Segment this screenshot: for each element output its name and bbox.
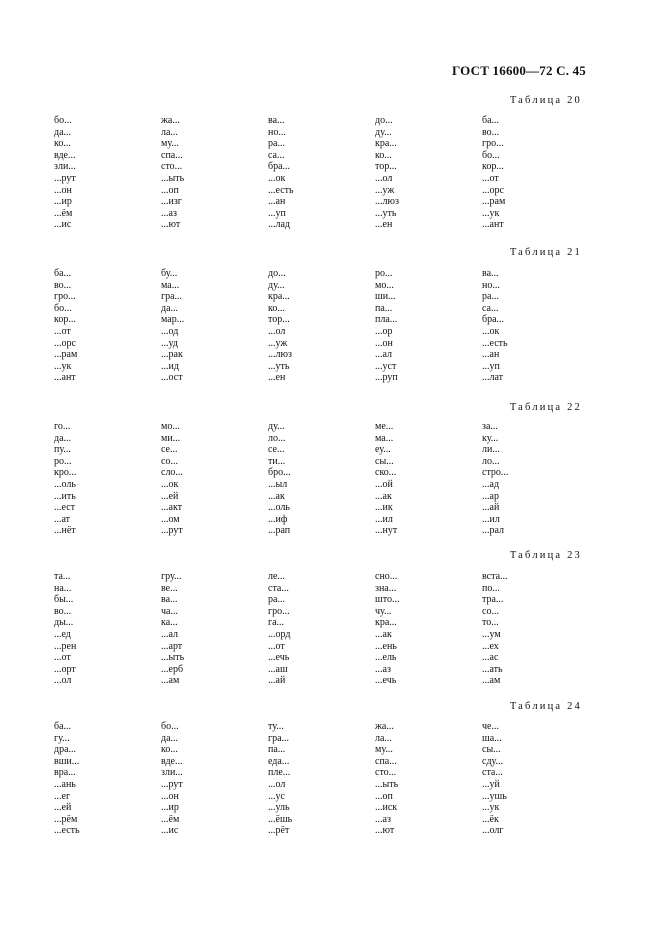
table-column xyxy=(161,268,261,384)
word-fragment: ...ол xyxy=(54,675,72,687)
table-title: Таблица 23 xyxy=(509,550,582,561)
word-fragment: сду... xyxy=(482,755,504,767)
word-fragment: ...ор xyxy=(375,325,393,337)
word-fragment: ...ех xyxy=(482,640,499,652)
word-fragment: ба... xyxy=(482,115,500,126)
word-fragment: ...нёт xyxy=(54,525,76,537)
word-fragment: ...ар xyxy=(482,490,499,502)
word-fragment: ...ок xyxy=(482,325,500,337)
word-fragment: гра... xyxy=(161,291,183,303)
word-fragment: бо... xyxy=(54,115,72,126)
word-table xyxy=(54,268,594,388)
word-fragment: зли... xyxy=(161,767,183,779)
word-fragment: ла... xyxy=(375,732,392,744)
word-fragment: еда... xyxy=(268,755,290,767)
word-fragment: ...аз xyxy=(375,663,391,675)
word-fragment: ...от xyxy=(268,640,285,652)
word-fragment: ...ук xyxy=(54,360,72,372)
word-fragment: ло... xyxy=(268,432,286,444)
word-fragment: бро... xyxy=(268,467,291,479)
word-fragment: ...ушь xyxy=(482,790,507,802)
word-fragment: гра... xyxy=(268,732,290,744)
word-fragment: кра... xyxy=(375,138,397,150)
word-fragment: ро... xyxy=(375,268,393,279)
word-fragment: се... xyxy=(268,444,285,456)
word-fragment: че... xyxy=(482,721,499,732)
word-fragment: ...оп xyxy=(161,184,179,196)
word-fragment: пле... xyxy=(268,767,291,779)
word-fragment: ...ал xyxy=(375,349,393,361)
word-fragment: со... xyxy=(482,605,499,617)
word-fragment: ...ём xyxy=(54,207,73,219)
word-table xyxy=(54,721,594,841)
word-fragment: па... xyxy=(375,302,393,314)
word-fragment: ми... xyxy=(161,432,181,444)
word-fragment: ду... xyxy=(268,421,285,432)
word-fragment: ...ук xyxy=(482,802,500,814)
table-column xyxy=(161,115,261,231)
word-fragment: ва... xyxy=(482,268,499,279)
word-fragment: ...орс xyxy=(54,337,76,349)
table-column xyxy=(482,115,582,231)
word-fragment: пу... xyxy=(54,444,71,456)
word-fragment: ...лад xyxy=(268,219,291,231)
table-title: Таблица 22 xyxy=(509,402,582,413)
word-fragment: ...рен xyxy=(54,640,77,652)
word-fragment: мар... xyxy=(161,314,185,326)
word-fragment: ...аш xyxy=(268,663,288,675)
word-fragment: ...ил xyxy=(375,513,393,525)
word-fragment: ...ель xyxy=(375,652,397,664)
word-fragment: та... xyxy=(54,571,71,582)
word-fragment: му... xyxy=(161,138,179,150)
word-fragment: ...уст xyxy=(375,360,397,372)
word-fragment: мо... xyxy=(161,421,180,432)
word-fragment: до... xyxy=(375,115,393,126)
word-fragment: ...рал xyxy=(482,525,505,537)
word-fragment: ...уд xyxy=(161,337,178,349)
word-fragment: бо... xyxy=(161,721,179,732)
word-fragment: ...лат xyxy=(482,372,504,384)
word-fragment: да... xyxy=(54,432,72,444)
word-fragment: ...ыл xyxy=(268,478,288,490)
word-fragment: ...от xyxy=(482,172,499,184)
word-fragment: но... xyxy=(482,279,500,291)
word-fragment: га... xyxy=(268,617,285,629)
word-fragment: ...ум xyxy=(482,628,501,640)
word-fragment: са... xyxy=(268,149,285,161)
word-fragment: ...ег xyxy=(54,790,71,802)
word-fragment: сто... xyxy=(161,161,183,173)
word-fragment: ...оль xyxy=(268,502,290,514)
word-fragment: ...уп xyxy=(482,360,500,372)
word-fragment: ко... xyxy=(375,149,392,161)
table-column xyxy=(54,421,154,537)
word-fragment: ...арт xyxy=(161,640,183,652)
word-fragment: бра... xyxy=(482,314,505,326)
word-fragment: ...иф xyxy=(268,513,288,525)
word-fragment: во... xyxy=(54,605,72,617)
word-fragment: на... xyxy=(54,582,72,594)
word-fragment: ...рём xyxy=(54,813,78,825)
word-fragment: ...ен xyxy=(375,219,393,231)
word-fragment: ...ей xyxy=(54,802,72,814)
word-fragment: ...уп xyxy=(268,207,286,219)
word-fragment: стро... xyxy=(482,467,509,479)
word-fragment: по... xyxy=(482,582,500,594)
word-fragment: ...ис xyxy=(161,825,179,837)
word-fragment: ...ёшь xyxy=(268,813,293,825)
word-fragment: ...акт xyxy=(161,502,183,514)
table-column xyxy=(161,571,261,687)
word-fragment: ...ест xyxy=(54,502,75,514)
word-fragment: ва... xyxy=(268,115,285,126)
table-column xyxy=(268,721,368,837)
word-fragment: ...ат xyxy=(54,513,71,525)
word-fragment: бо... xyxy=(54,302,72,314)
table-title: Таблица 20 xyxy=(509,95,582,106)
word-fragment: да... xyxy=(161,302,179,314)
word-fragment: ...ень xyxy=(375,640,397,652)
word-fragment: ро... xyxy=(54,455,72,467)
word-fragment: тра... xyxy=(482,594,504,606)
word-fragment: ...ак xyxy=(375,628,392,640)
word-fragment: ...ай xyxy=(482,502,500,514)
word-fragment: се... xyxy=(161,444,178,456)
word-fragment: вши... xyxy=(54,755,80,767)
table-column xyxy=(268,421,368,537)
word-fragment: ле... xyxy=(268,571,285,582)
word-fragment: бра... xyxy=(268,161,291,173)
table-column xyxy=(482,721,582,837)
word-fragment: ...ёк xyxy=(482,813,499,825)
word-fragment: ...он xyxy=(54,184,72,196)
word-fragment: ...олг xyxy=(482,825,504,837)
word-fragment: ...изг xyxy=(161,196,182,208)
word-fragment: гро... xyxy=(54,291,76,303)
word-fragment: ...ен xyxy=(268,372,286,384)
word-fragment: тор... xyxy=(375,161,397,173)
word-fragment: ка... xyxy=(161,617,178,629)
word-fragment: ту... xyxy=(268,721,284,732)
word-fragment: ...ан xyxy=(268,196,286,208)
word-fragment: ...ай xyxy=(268,675,286,687)
word-fragment: то... xyxy=(482,617,499,629)
word-fragment: ...он xyxy=(375,337,393,349)
word-fragment: бу... xyxy=(161,268,178,279)
word-fragment: ...уж xyxy=(268,337,288,349)
word-fragment: бы... xyxy=(54,594,74,606)
word-fragment: но... xyxy=(268,126,286,138)
word-fragment: вде... xyxy=(161,755,183,767)
word-fragment: што... xyxy=(375,594,400,606)
word-fragment: ...ак xyxy=(375,490,392,502)
word-fragment: ма... xyxy=(161,279,180,291)
word-fragment: гро... xyxy=(268,605,290,617)
word-fragment: ...ерб xyxy=(161,663,184,675)
word-fragment: ...ук xyxy=(482,207,500,219)
word-fragment: зна... xyxy=(375,582,397,594)
word-fragment: ...иск xyxy=(375,802,398,814)
word-table xyxy=(54,115,594,235)
word-fragment: ...ус xyxy=(268,790,285,802)
word-fragment: ...ой xyxy=(375,478,393,490)
word-fragment: еу... xyxy=(375,444,391,456)
word-fragment: ...ок xyxy=(161,478,179,490)
word-fragment: ...есть xyxy=(54,825,80,837)
word-fragment: ча... xyxy=(161,605,178,617)
word-fragment: ...ост xyxy=(161,372,183,384)
word-fragment: кра... xyxy=(375,617,397,629)
word-fragment: бо... xyxy=(482,149,500,161)
word-fragment: ...рап xyxy=(268,525,291,537)
word-fragment: ...ань xyxy=(54,778,76,790)
word-fragment: ...ол xyxy=(268,778,286,790)
word-fragment: во... xyxy=(54,279,72,291)
word-fragment: ли... xyxy=(482,444,500,456)
table-column xyxy=(161,721,261,837)
word-fragment: ...уть xyxy=(375,207,397,219)
word-fragment: ла... xyxy=(161,126,178,138)
word-fragment: ...ют xyxy=(375,825,395,837)
word-fragment: ...есть xyxy=(268,184,294,196)
word-fragment: ...ант xyxy=(482,219,504,231)
word-fragment: ...ём xyxy=(161,813,180,825)
word-fragment: ...рут xyxy=(161,525,183,537)
table-column xyxy=(54,721,154,837)
word-fragment: ...ыть xyxy=(161,172,185,184)
word-fragment: ...ом xyxy=(161,513,180,525)
word-fragment: ...ал xyxy=(161,628,179,640)
page-header: ГОСТ 16600—72 С. 45 xyxy=(452,63,586,78)
word-fragment: ...есть xyxy=(482,337,508,349)
word-fragment: гро... xyxy=(482,138,504,150)
table-column xyxy=(375,721,475,837)
word-fragment: ...ам xyxy=(161,675,180,687)
table-column xyxy=(54,571,154,687)
word-fragment: ...ак xyxy=(268,490,285,502)
word-fragment: ...ан xyxy=(482,349,500,361)
word-fragment: ...ол xyxy=(375,172,393,184)
word-fragment: ко... xyxy=(161,744,178,756)
word-fragment: ва... xyxy=(161,594,178,606)
word-fragment: ве... xyxy=(161,582,178,594)
word-fragment: сы... xyxy=(482,744,501,756)
table-title: Таблица 21 xyxy=(509,247,582,258)
table-column xyxy=(54,115,154,231)
word-fragment: во... xyxy=(482,126,500,138)
word-fragment: ра... xyxy=(268,594,285,606)
word-fragment: ...ас xyxy=(482,652,499,664)
word-fragment: жа... xyxy=(161,115,180,126)
word-fragment: пла... xyxy=(375,314,398,326)
word-fragment: ша... xyxy=(482,732,502,744)
table-title: Таблица 24 xyxy=(509,701,582,712)
word-fragment: ...уж xyxy=(375,184,395,196)
word-fragment: ...ок xyxy=(268,172,286,184)
word-fragment: ...ей xyxy=(161,490,179,502)
table-column xyxy=(268,571,368,687)
word-fragment: со... xyxy=(161,455,178,467)
word-fragment: ...ед xyxy=(54,628,71,640)
word-fragment: ...од xyxy=(161,325,179,337)
word-fragment: са... xyxy=(482,302,499,314)
word-fragment: ...уй xyxy=(482,778,500,790)
word-fragment: сы... xyxy=(375,455,394,467)
word-fragment: ...ил xyxy=(482,513,500,525)
word-fragment: ...ир xyxy=(161,802,179,814)
word-fragment: за... xyxy=(482,421,498,432)
word-fragment: ко... xyxy=(268,302,285,314)
table-column xyxy=(375,115,475,231)
word-fragment: ...от xyxy=(54,652,71,664)
word-fragment: ма... xyxy=(375,432,394,444)
word-fragment: ...ыть xyxy=(375,778,399,790)
word-fragment: ...ыть xyxy=(161,652,185,664)
word-fragment: жа... xyxy=(375,721,394,732)
word-fragment: ...рёт xyxy=(268,825,290,837)
word-table xyxy=(54,421,594,541)
word-fragment: ...ир xyxy=(54,196,72,208)
word-fragment: кор... xyxy=(54,314,76,326)
word-fragment: ...ить xyxy=(54,490,76,502)
word-fragment: ба... xyxy=(54,268,72,279)
word-fragment: ...ант xyxy=(54,372,76,384)
word-fragment: ...руп xyxy=(375,372,398,384)
word-fragment: ...ечь xyxy=(268,652,290,664)
table-column xyxy=(161,421,261,537)
word-fragment: ...рак xyxy=(161,349,183,361)
word-fragment: ра... xyxy=(268,138,285,150)
table-column xyxy=(482,268,582,384)
word-fragment: ...орд xyxy=(268,628,291,640)
word-fragment: ...оп xyxy=(375,790,393,802)
word-fragment: ско... xyxy=(375,467,397,479)
word-fragment: ...ик xyxy=(375,502,393,514)
table-column xyxy=(268,268,368,384)
word-fragment: сто... xyxy=(375,767,397,779)
word-fragment: гу... xyxy=(54,732,70,744)
table-column xyxy=(268,115,368,231)
word-fragment: кра... xyxy=(268,291,290,303)
word-table xyxy=(54,571,594,691)
table-column xyxy=(375,268,475,384)
word-fragment: ста... xyxy=(482,767,503,779)
table-column xyxy=(375,571,475,687)
word-fragment: тор... xyxy=(268,314,290,326)
word-fragment: вста... xyxy=(482,571,508,582)
word-fragment: ши... xyxy=(375,291,396,303)
word-fragment: ба... xyxy=(54,721,72,732)
word-fragment: го... xyxy=(54,421,71,432)
word-fragment: ти... xyxy=(268,455,286,467)
word-fragment: ...орс xyxy=(482,184,504,196)
word-fragment: гру... xyxy=(161,571,182,582)
word-fragment: ...ечь xyxy=(375,675,397,687)
word-fragment: ...оль xyxy=(54,478,76,490)
word-fragment: ...ид xyxy=(161,360,179,372)
table-column xyxy=(375,421,475,537)
word-fragment: ...люз xyxy=(375,196,399,208)
word-fragment: мо... xyxy=(375,279,394,291)
word-fragment: ко... xyxy=(54,138,71,150)
table-column xyxy=(482,571,582,687)
word-fragment: да... xyxy=(54,126,72,138)
word-fragment: ме... xyxy=(375,421,394,432)
word-fragment: кор... xyxy=(482,161,504,173)
word-fragment: ...от xyxy=(54,325,71,337)
word-fragment: ...рам xyxy=(54,349,78,361)
word-fragment: чу... xyxy=(375,605,392,617)
word-fragment: ...рут xyxy=(54,172,76,184)
word-fragment: ло... xyxy=(482,455,500,467)
word-fragment: ...уль xyxy=(268,802,290,814)
word-fragment: сно... xyxy=(375,571,398,582)
word-fragment: спа... xyxy=(375,755,397,767)
word-fragment: ...ол xyxy=(268,325,286,337)
word-fragment: ...ют xyxy=(161,219,181,231)
word-fragment: ...ать xyxy=(482,663,503,675)
word-fragment: вде... xyxy=(54,149,76,161)
word-fragment: ста... xyxy=(268,582,289,594)
word-fragment: па... xyxy=(268,744,286,756)
word-fragment: зли... xyxy=(54,161,76,173)
word-fragment: ды... xyxy=(54,617,74,629)
word-fragment: ...рам xyxy=(482,196,506,208)
word-fragment: ...аз xyxy=(375,813,391,825)
word-fragment: ...нут xyxy=(375,525,398,537)
word-fragment: дра... xyxy=(54,744,77,756)
word-fragment: ду... xyxy=(268,279,285,291)
word-fragment: ку... xyxy=(482,432,499,444)
word-fragment: ...аз xyxy=(161,207,177,219)
word-fragment: до... xyxy=(268,268,286,279)
word-fragment: ра... xyxy=(482,291,499,303)
word-fragment: ду... xyxy=(375,126,392,138)
table-column xyxy=(482,421,582,537)
word-fragment: ...рут xyxy=(161,778,183,790)
word-fragment: сло... xyxy=(161,467,183,479)
word-fragment: му... xyxy=(375,744,393,756)
word-fragment: ...он xyxy=(161,790,179,802)
word-fragment: ...орт xyxy=(54,663,76,675)
word-fragment: ...ис xyxy=(54,219,72,231)
word-fragment: да... xyxy=(161,732,179,744)
word-fragment: ...люз xyxy=(268,349,292,361)
word-fragment: ...ам xyxy=(482,675,501,687)
word-fragment: ...уть xyxy=(268,360,290,372)
word-fragment: вра... xyxy=(54,767,76,779)
word-fragment: кро... xyxy=(54,467,77,479)
word-fragment: спа... xyxy=(161,149,183,161)
table-column xyxy=(54,268,154,384)
word-fragment: ...ад xyxy=(482,478,500,490)
